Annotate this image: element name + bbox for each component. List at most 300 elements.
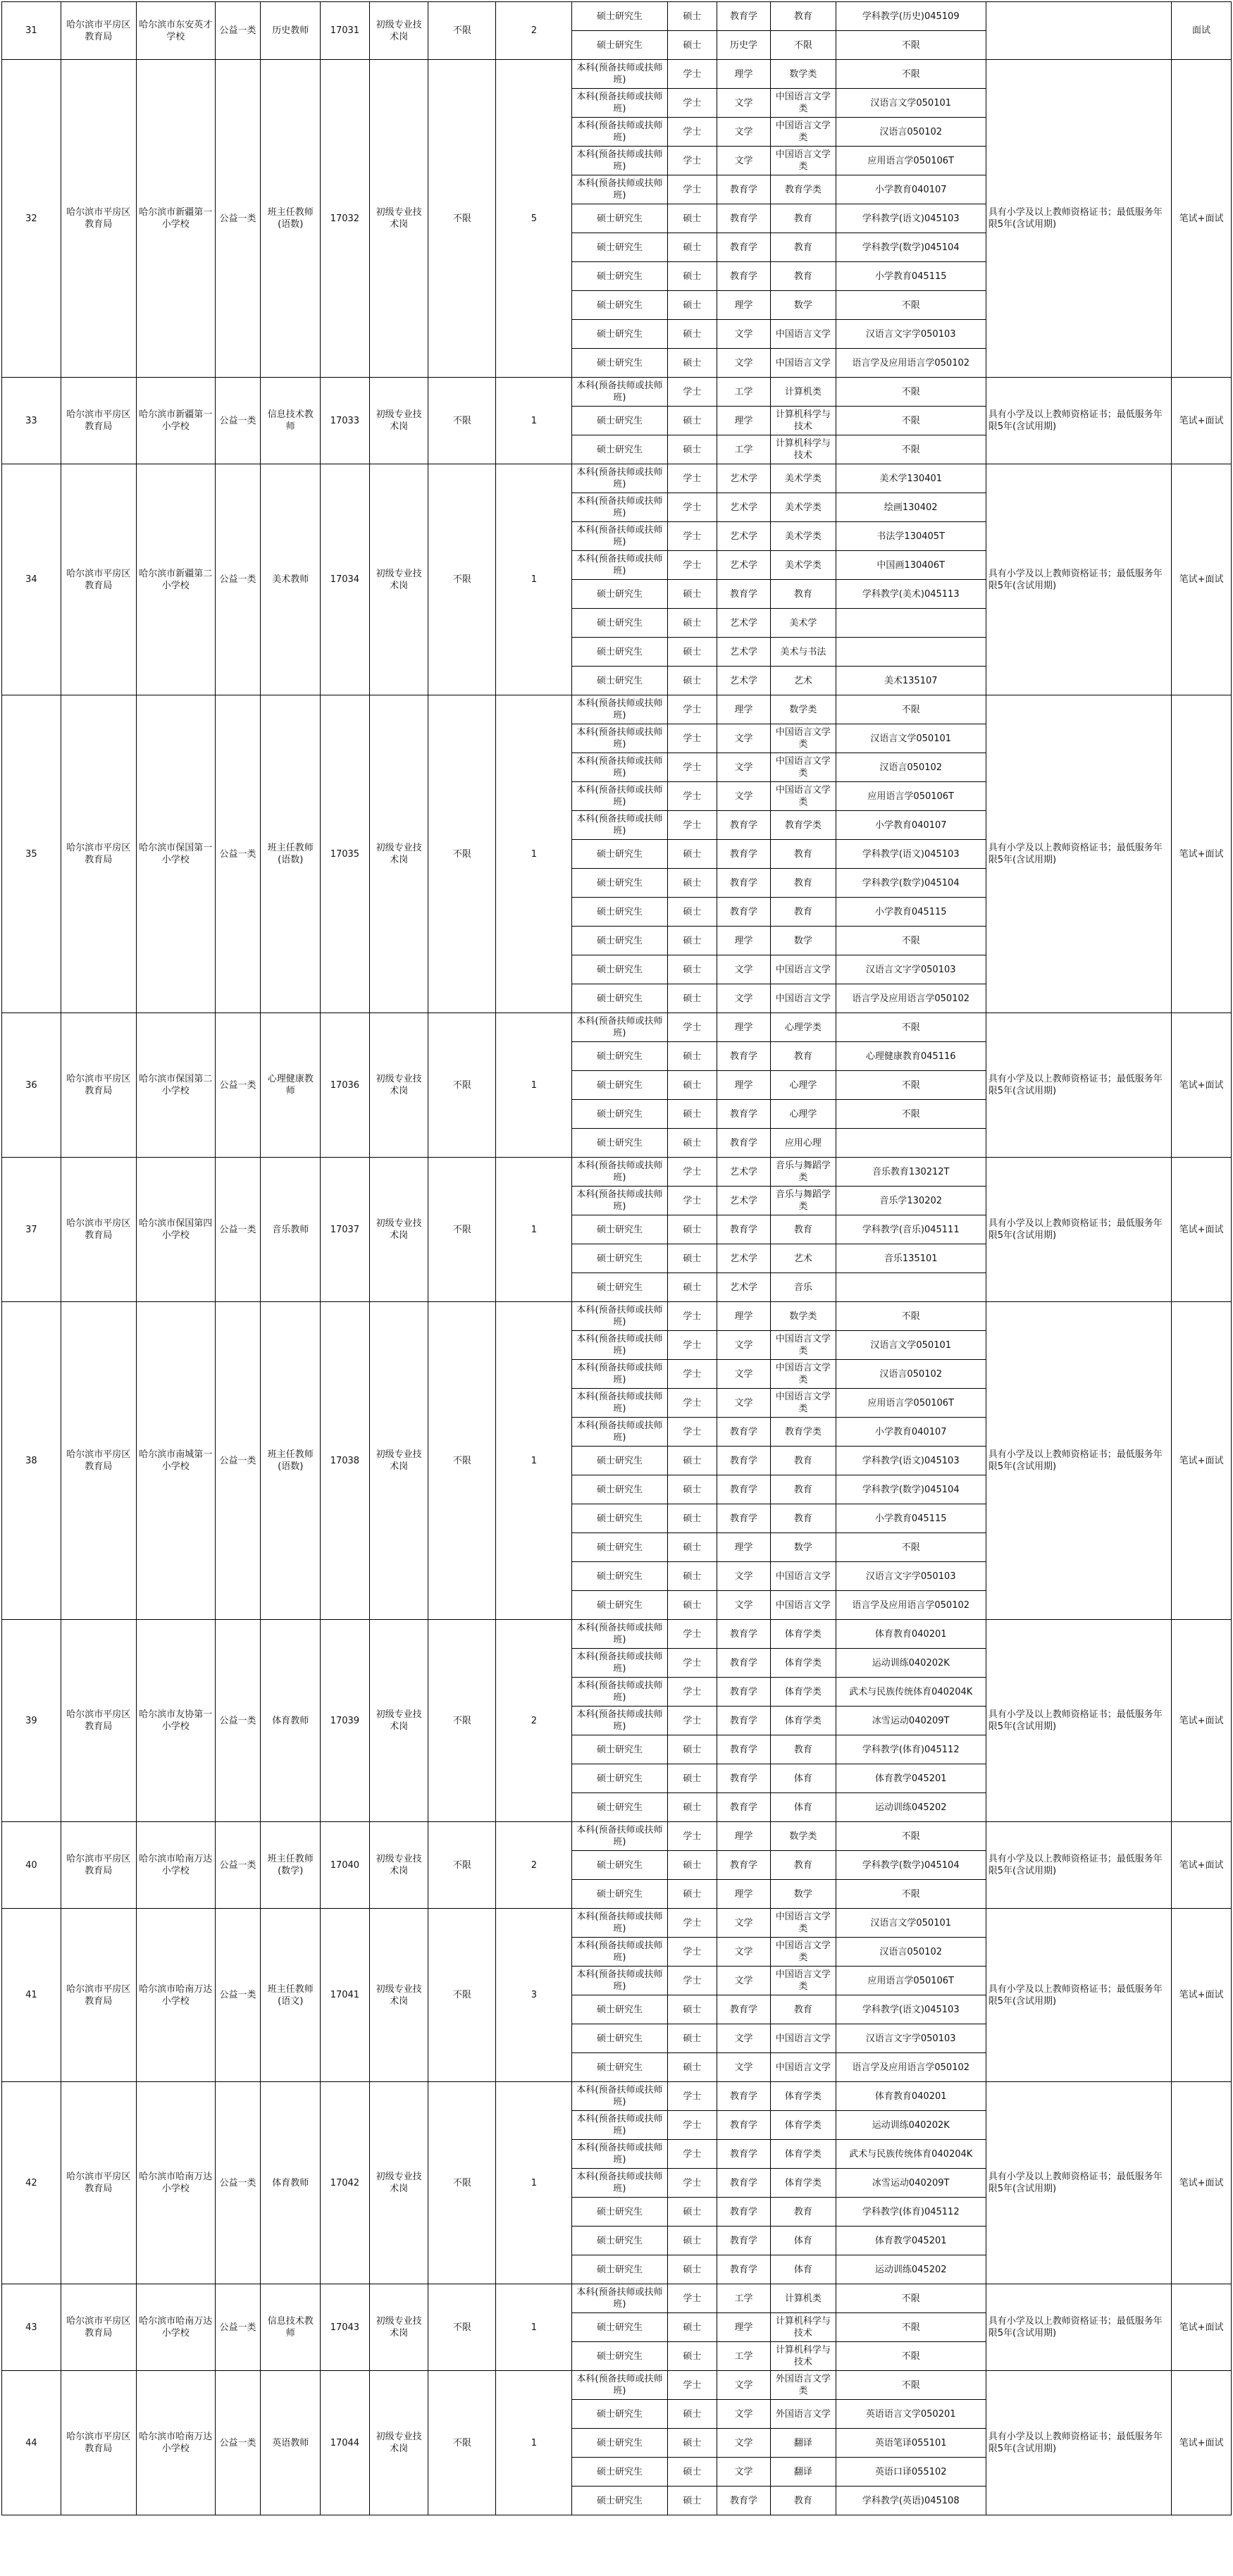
degree-cell: 硕士: [667, 1995, 717, 2024]
discipline-cell: 教育学: [717, 869, 771, 898]
unit-cell: 哈尔滨市哈南万达小学校: [136, 2284, 215, 2371]
major-category-cell: 艺术: [770, 1244, 836, 1273]
education-cell: 本科(预备扶师或扶师班): [572, 2111, 667, 2140]
degree-cell: 学士: [667, 1360, 717, 1389]
degree-cell: 学士: [667, 695, 717, 724]
post-level-cell: 初级专业技术岗: [369, 1909, 428, 2082]
education-cell: 硕士研究生: [572, 2227, 667, 2255]
discipline-cell: 艺术学: [717, 609, 771, 638]
major-cell: 武术与民族传统体育040204K: [836, 1678, 986, 1707]
degree-cell: 硕士: [667, 2227, 717, 2255]
major-cell: 不限: [836, 31, 986, 60]
education-cell: 硕士研究生: [572, 2400, 667, 2429]
major-cell: 汉语言文学050101: [836, 1331, 986, 1360]
major-cell: 英语笔译055101: [836, 2429, 986, 2458]
education-cell: 硕士研究生: [572, 869, 667, 898]
major-category-cell: 中国语言文学: [770, 1591, 836, 1620]
education-cell: 硕士研究生: [572, 2, 667, 31]
requirement-cell: 具有小学及以上教师资格证书；最低服务年限5年(含试用期): [986, 2371, 1171, 2515]
discipline-cell: 理学: [717, 1533, 771, 1562]
degree-cell: 硕士: [667, 2053, 717, 2082]
count-cell: 1: [496, 464, 572, 695]
education-cell: 硕士研究生: [572, 435, 667, 464]
education-cell: 本科(预备扶师或扶师班): [572, 551, 667, 580]
education-cell: 硕士研究生: [572, 2458, 667, 2487]
education-cell: 硕士研究生: [572, 638, 667, 667]
major-category-cell: 中国语言文学: [770, 2053, 836, 2082]
major-cell: 绘画130402: [836, 493, 986, 522]
major-cell: 学科教学(数学)045104: [836, 1851, 986, 1880]
degree-cell: 硕士: [667, 955, 717, 984]
unit-cell: 哈尔滨市东安英才学校: [136, 2, 215, 60]
discipline-cell: 文学: [717, 724, 771, 753]
discipline-cell: 文学: [717, 753, 771, 782]
major-cell: 应用语言学050106T: [836, 1967, 986, 1995]
major-cell: 冰雪运动040209T: [836, 1707, 986, 1735]
education-cell: 本科(预备扶师或扶师班): [572, 1649, 667, 1678]
degree-cell: 硕士: [667, 2255, 717, 2284]
major-category-cell: 音乐与舞蹈学类: [770, 1158, 836, 1187]
degree-cell: 学士: [667, 147, 717, 175]
count-cell: 2: [496, 1822, 572, 1909]
discipline-cell: 艺术学: [717, 1158, 771, 1187]
major-category-cell: 体育: [770, 2227, 836, 2255]
major-category-cell: 教育: [770, 233, 836, 262]
degree-cell: 学士: [667, 1707, 717, 1735]
discipline-cell: 理学: [717, 1822, 771, 1851]
major-category-cell: 教育: [770, 262, 836, 291]
major-cell: 体育教育040201: [836, 2082, 986, 2111]
count-cell: 5: [496, 60, 572, 378]
discipline-cell: 理学: [717, 1880, 771, 1909]
major-category-cell: 数学: [770, 1533, 836, 1562]
unit-cell: 哈尔滨市南城第一小学校: [136, 1302, 215, 1620]
post-name-cell: 班主任教师(语数): [261, 60, 321, 378]
unit-cell: 哈尔滨市新疆第一小学校: [136, 60, 215, 378]
department-cell: 哈尔滨市平房区教育局: [61, 464, 136, 695]
requirement-cell: 具有小学及以上教师资格证书；最低服务年限5年(含试用期): [986, 1158, 1171, 1302]
education-cell: 本科(预备扶师或扶师班): [572, 695, 667, 724]
degree-cell: 硕士: [667, 2487, 717, 2515]
degree-cell: 硕士: [667, 667, 717, 695]
count-cell: 1: [496, 1302, 572, 1620]
degree-cell: 学士: [667, 1822, 717, 1851]
education-cell: 本科(预备扶师或扶师班): [572, 1938, 667, 1967]
education-cell: 硕士研究生: [572, 204, 667, 233]
post-name-cell: 信息技术教师: [261, 378, 321, 464]
major-cell: 不限: [836, 1013, 986, 1042]
table-row: [2, 2284, 1232, 2313]
major-category-cell: 心理学: [770, 1071, 836, 1100]
major-cell: 不限: [836, 1071, 986, 1100]
major-category-cell: 教育: [770, 869, 836, 898]
table-row: [2, 464, 1232, 493]
discipline-cell: 艺术学: [717, 493, 771, 522]
table-row: [2, 1302, 1232, 1331]
major-cell: [836, 638, 986, 667]
major-category-cell: 教育学类: [770, 1418, 836, 1447]
unit-cell: 哈尔滨市保国第一小学校: [136, 695, 215, 1013]
limit-cell: 不限: [428, 378, 496, 464]
major-category-cell: 美术与书法: [770, 638, 836, 667]
discipline-cell: 理学: [717, 2313, 771, 2342]
discipline-cell: 文学: [717, 984, 771, 1013]
education-cell: 本科(预备扶师或扶师班): [572, 1013, 667, 1042]
degree-cell: 学士: [667, 175, 717, 204]
discipline-cell: 教育学: [717, 898, 771, 927]
major-category-cell: 计算机科学与技术: [770, 407, 836, 435]
post-code-cell: 17037: [321, 1158, 370, 1302]
degree-cell: 学士: [667, 1331, 717, 1360]
major-category-cell: 教育: [770, 2, 836, 31]
discipline-cell: 文学: [717, 1331, 771, 1360]
education-cell: 本科(预备扶师或扶师班): [572, 2140, 667, 2169]
discipline-cell: 教育学: [717, 2198, 771, 2227]
requirement-cell: 具有小学及以上教师资格证书；最低服务年限5年(含试用期): [986, 1013, 1171, 1158]
major-cell: 学科教学(美术)045113: [836, 580, 986, 609]
discipline-cell: 理学: [717, 1013, 771, 1042]
major-category-cell: 中国语言文学类: [770, 753, 836, 782]
degree-cell: 学士: [667, 753, 717, 782]
major-category-cell: 体育: [770, 1793, 836, 1822]
degree-cell: 学士: [667, 811, 717, 840]
education-cell: 本科(预备扶师或扶师班): [572, 89, 667, 118]
major-cell: 不限: [836, 1822, 986, 1851]
unit-type-cell: 公益一类: [215, 1158, 261, 1302]
major-category-cell: 体育学类: [770, 2169, 836, 2198]
education-cell: 硕士研究生: [572, 984, 667, 1013]
table-row: [2, 2, 1232, 31]
limit-cell: 不限: [428, 2284, 496, 2371]
recruitment-table-sheet: [1, 1, 1232, 2515]
limit-cell: 不限: [428, 60, 496, 378]
degree-cell: 学士: [667, 2169, 717, 2198]
education-cell: 硕士研究生: [572, 31, 667, 60]
discipline-cell: 教育学: [717, 204, 771, 233]
major-category-cell: 数学类: [770, 1822, 836, 1851]
education-cell: 本科(预备扶师或扶师班): [572, 2082, 667, 2111]
major-cell: 汉语言050102: [836, 1938, 986, 1967]
seq-cell: 41: [2, 1909, 61, 2082]
education-cell: 本科(预备扶师或扶师班): [572, 118, 667, 147]
education-cell: 本科(预备扶师或扶师班): [572, 60, 667, 89]
requirement-cell: 具有小学及以上教师资格证书；最低服务年限5年(含试用期): [986, 1822, 1171, 1909]
discipline-cell: 文学: [717, 782, 771, 811]
discipline-cell: 教育学: [717, 233, 771, 262]
unit-cell: 哈尔滨市友协第一小学校: [136, 1620, 215, 1822]
department-cell: 哈尔滨市平房区教育局: [61, 2, 136, 60]
degree-cell: 学士: [667, 60, 717, 89]
education-cell: 硕士研究生: [572, 1071, 667, 1100]
major-category-cell: 中国语言文学: [770, 2024, 836, 2053]
major-cell: 学科教学(语文)045103: [836, 1447, 986, 1475]
education-cell: 本科(预备扶师或扶师班): [572, 753, 667, 782]
major-cell: 汉语言文字学050103: [836, 955, 986, 984]
exam-method-cell: 笔试+面试: [1172, 1909, 1232, 2082]
major-category-cell: 中国语言文学类: [770, 724, 836, 753]
limit-cell: 不限: [428, 695, 496, 1013]
major-cell: 不限: [836, 291, 986, 320]
unit-cell: 哈尔滨市保国第四小学校: [136, 1158, 215, 1302]
requirement-cell: 具有小学及以上教师资格证书；最低服务年限5年(含试用期): [986, 464, 1171, 695]
major-cell: 应用语言学050106T: [836, 1389, 986, 1418]
unit-cell: 哈尔滨市新疆第二小学校: [136, 464, 215, 695]
major-category-cell: 中国语言文学: [770, 1562, 836, 1591]
table-row: [2, 1822, 1232, 1851]
post-name-cell: 英语教师: [261, 2371, 321, 2515]
discipline-cell: 教育学: [717, 1042, 771, 1071]
requirement-cell: 具有小学及以上教师资格证书；最低服务年限5年(含试用期): [986, 378, 1171, 464]
education-cell: 硕士研究生: [572, 955, 667, 984]
recruitment-table: [1, 1, 1232, 2515]
major-category-cell: 数学类: [770, 60, 836, 89]
discipline-cell: 理学: [717, 291, 771, 320]
discipline-cell: 理学: [717, 927, 771, 955]
discipline-cell: 艺术学: [717, 551, 771, 580]
major-category-cell: 教育学类: [770, 175, 836, 204]
degree-cell: 学士: [667, 89, 717, 118]
major-cell: 学科教学(语文)045103: [836, 1995, 986, 2024]
education-cell: 本科(预备扶师或扶师班): [572, 522, 667, 551]
requirement-cell: 具有小学及以上教师资格证书；最低服务年限5年(含试用期): [986, 695, 1171, 1013]
major-cell: 不限: [836, 1880, 986, 1909]
major-category-cell: 数学: [770, 291, 836, 320]
major-category-cell: 教育: [770, 1851, 836, 1880]
degree-cell: 硕士: [667, 1562, 717, 1591]
degree-cell: 学士: [667, 782, 717, 811]
major-category-cell: 中国语言文学类: [770, 118, 836, 147]
degree-cell: 学士: [667, 464, 717, 493]
requirement-cell: 具有小学及以上教师资格证书；最低服务年限5年(含试用期): [986, 2284, 1171, 2371]
major-category-cell: 体育: [770, 1764, 836, 1793]
post-name-cell: 班主任教师(数学): [261, 1822, 321, 1909]
table-row: [2, 2371, 1232, 2400]
major-category-cell: 中国语言文学类: [770, 1360, 836, 1389]
degree-cell: 学士: [667, 1418, 717, 1447]
seq-cell: 35: [2, 695, 61, 1013]
degree-cell: 硕士: [667, 1215, 717, 1244]
education-cell: 硕士研究生: [572, 1244, 667, 1273]
table-row: [2, 378, 1232, 407]
major-category-cell: 音乐与舞蹈学类: [770, 1187, 836, 1215]
discipline-cell: 文学: [717, 2400, 771, 2429]
education-cell: 硕士研究生: [572, 1042, 667, 1071]
discipline-cell: 教育学: [717, 2255, 771, 2284]
education-cell: 硕士研究生: [572, 1880, 667, 1909]
seq-cell: 36: [2, 1013, 61, 1158]
requirement-cell: 具有小学及以上教师资格证书；最低服务年限5年(含试用期): [986, 1302, 1171, 1620]
exam-method-cell: 笔试+面试: [1172, 378, 1232, 464]
degree-cell: 硕士: [667, 233, 717, 262]
discipline-cell: 文学: [717, 147, 771, 175]
major-cell: 学科教学(语文)045103: [836, 204, 986, 233]
discipline-cell: 教育学: [717, 1215, 771, 1244]
degree-cell: 硕士: [667, 1764, 717, 1793]
major-cell: 小学教育045115: [836, 262, 986, 291]
degree-cell: 硕士: [667, 2400, 717, 2429]
major-cell: 学科教学(数学)045104: [836, 869, 986, 898]
major-cell: 运动训练045202: [836, 2255, 986, 2284]
degree-cell: 学士: [667, 2111, 717, 2140]
major-cell: 不限: [836, 2284, 986, 2313]
degree-cell: 硕士: [667, 349, 717, 378]
discipline-cell: 教育学: [717, 2082, 771, 2111]
education-cell: 本科(预备扶师或扶师班): [572, 1360, 667, 1389]
major-category-cell: 外国语言文学: [770, 2400, 836, 2429]
limit-cell: 不限: [428, 1158, 496, 1302]
degree-cell: 硕士: [667, 1475, 717, 1504]
major-category-cell: 体育学类: [770, 1620, 836, 1649]
major-cell: 语言学及应用语言学050102: [836, 984, 986, 1013]
major-cell: 学科教学(音乐)045111: [836, 1215, 986, 1244]
discipline-cell: 理学: [717, 1302, 771, 1331]
education-cell: 硕士研究生: [572, 1447, 667, 1475]
discipline-cell: 教育学: [717, 1649, 771, 1678]
education-cell: 硕士研究生: [572, 609, 667, 638]
post-code-cell: 17036: [321, 1013, 370, 1158]
discipline-cell: 教育学: [717, 1418, 771, 1447]
major-cell: 小学教育040107: [836, 1418, 986, 1447]
education-cell: 本科(预备扶师或扶师班): [572, 782, 667, 811]
major-category-cell: 计算机科学与技术: [770, 2342, 836, 2371]
unit-cell: 哈尔滨市保国第二小学校: [136, 1013, 215, 1158]
education-cell: 硕士研究生: [572, 1764, 667, 1793]
major-category-cell: 不限: [770, 31, 836, 60]
department-cell: 哈尔滨市平房区教育局: [61, 2371, 136, 2515]
education-cell: 本科(预备扶师或扶师班): [572, 1302, 667, 1331]
post-code-cell: 17038: [321, 1302, 370, 1620]
degree-cell: 硕士: [667, 407, 717, 435]
education-cell: 本科(预备扶师或扶师班): [572, 1187, 667, 1215]
unit-type-cell: 公益一类: [215, 1620, 261, 1822]
education-cell: 本科(预备扶师或扶师班): [572, 1620, 667, 1649]
degree-cell: 硕士: [667, 1447, 717, 1475]
discipline-cell: 教育学: [717, 1100, 771, 1129]
exam-method-cell: 笔试+面试: [1172, 695, 1232, 1013]
department-cell: 哈尔滨市平房区教育局: [61, 2082, 136, 2284]
post-name-cell: 美术教师: [261, 464, 321, 695]
major-category-cell: 数学: [770, 1880, 836, 1909]
post-level-cell: 初级专业技术岗: [369, 1013, 428, 1158]
degree-cell: 硕士: [667, 927, 717, 955]
table-body: [2, 2, 1232, 2515]
major-cell: 不限: [836, 378, 986, 407]
department-cell: 哈尔滨市平房区教育局: [61, 695, 136, 1013]
table-row: [2, 695, 1232, 724]
unit-type-cell: 公益一类: [215, 2082, 261, 2284]
post-level-cell: 初级专业技术岗: [369, 1822, 428, 1909]
degree-cell: 硕士: [667, 1273, 717, 1302]
major-cell: 体育教学045201: [836, 2227, 986, 2255]
discipline-cell: 艺术学: [717, 464, 771, 493]
major-cell: 音乐135101: [836, 1244, 986, 1273]
degree-cell: 硕士: [667, 638, 717, 667]
education-cell: 硕士研究生: [572, 291, 667, 320]
degree-cell: 学士: [667, 1620, 717, 1649]
department-cell: 哈尔滨市平房区教育局: [61, 60, 136, 378]
major-category-cell: 中国语言文学类: [770, 1938, 836, 1967]
major-cell: 小学教育040107: [836, 811, 986, 840]
discipline-cell: 理学: [717, 695, 771, 724]
degree-cell: 学士: [667, 551, 717, 580]
post-name-cell: 体育教师: [261, 2082, 321, 2284]
post-name-cell: 班主任教师(语数): [261, 695, 321, 1013]
unit-cell: 哈尔滨市哈南万达小学校: [136, 1822, 215, 1909]
major-cell: 小学教育040107: [836, 175, 986, 204]
education-cell: 本科(预备扶师或扶师班): [572, 464, 667, 493]
seq-cell: 34: [2, 464, 61, 695]
post-code-cell: 17044: [321, 2371, 370, 2515]
post-name-cell: 信息技术教师: [261, 2284, 321, 2371]
discipline-cell: 历史学: [717, 31, 771, 60]
education-cell: 硕士研究生: [572, 262, 667, 291]
education-cell: 本科(预备扶师或扶师班): [572, 493, 667, 522]
limit-cell: 不限: [428, 2, 496, 60]
major-category-cell: 教育: [770, 2198, 836, 2227]
table-row: [2, 1158, 1232, 1187]
discipline-cell: 教育学: [717, 1764, 771, 1793]
major-category-cell: 翻译: [770, 2458, 836, 2487]
degree-cell: 学士: [667, 493, 717, 522]
major-category-cell: 美术学类: [770, 522, 836, 551]
education-cell: 硕士研究生: [572, 349, 667, 378]
unit-type-cell: 公益一类: [215, 378, 261, 464]
major-category-cell: 翻译: [770, 2429, 836, 2458]
unit-type-cell: 公益一类: [215, 464, 261, 695]
education-cell: 本科(预备扶师或扶师班): [572, 2169, 667, 2198]
major-cell: 不限: [836, 695, 986, 724]
major-category-cell: 计算机类: [770, 2284, 836, 2313]
discipline-cell: 艺术学: [717, 1244, 771, 1273]
limit-cell: 不限: [428, 2371, 496, 2515]
major-cell: 不限: [836, 407, 986, 435]
education-cell: 本科(预备扶师或扶师班): [572, 1389, 667, 1418]
discipline-cell: 教育学: [717, 1851, 771, 1880]
education-cell: 本科(预备扶师或扶师班): [572, 724, 667, 753]
discipline-cell: 文学: [717, 2458, 771, 2487]
education-cell: 硕士研究生: [572, 1504, 667, 1533]
major-cell: 语言学及应用语言学050102: [836, 349, 986, 378]
unit-type-cell: 公益一类: [215, 2, 261, 60]
major-category-cell: 心理学: [770, 1100, 836, 1129]
education-cell: 硕士研究生: [572, 2342, 667, 2371]
major-cell: 学科教学(英语)045108: [836, 2487, 986, 2515]
table-row: [2, 1620, 1232, 1649]
post-level-cell: 初级专业技术岗: [369, 60, 428, 378]
major-category-cell: 中国语言文学类: [770, 1389, 836, 1418]
major-cell: 美术135107: [836, 667, 986, 695]
education-cell: 硕士研究生: [572, 1100, 667, 1129]
limit-cell: 不限: [428, 1302, 496, 1620]
major-category-cell: 教育: [770, 1504, 836, 1533]
post-code-cell: 17031: [321, 2, 370, 60]
department-cell: 哈尔滨市平房区教育局: [61, 1822, 136, 1909]
seq-cell: 42: [2, 2082, 61, 2284]
department-cell: 哈尔滨市平房区教育局: [61, 1620, 136, 1822]
post-name-cell: 历史教师: [261, 2, 321, 60]
post-level-cell: 初级专业技术岗: [369, 1158, 428, 1302]
degree-cell: 学士: [667, 2140, 717, 2169]
major-cell: [836, 609, 986, 638]
exam-method-cell: 笔试+面试: [1172, 1302, 1232, 1620]
degree-cell: 硕士: [667, 2429, 717, 2458]
major-cell: 汉语言050102: [836, 118, 986, 147]
discipline-cell: 理学: [717, 60, 771, 89]
seq-cell: 39: [2, 1620, 61, 1822]
education-cell: 本科(预备扶师或扶师班): [572, 1418, 667, 1447]
post-code-cell: 17033: [321, 378, 370, 464]
post-code-cell: 17032: [321, 60, 370, 378]
